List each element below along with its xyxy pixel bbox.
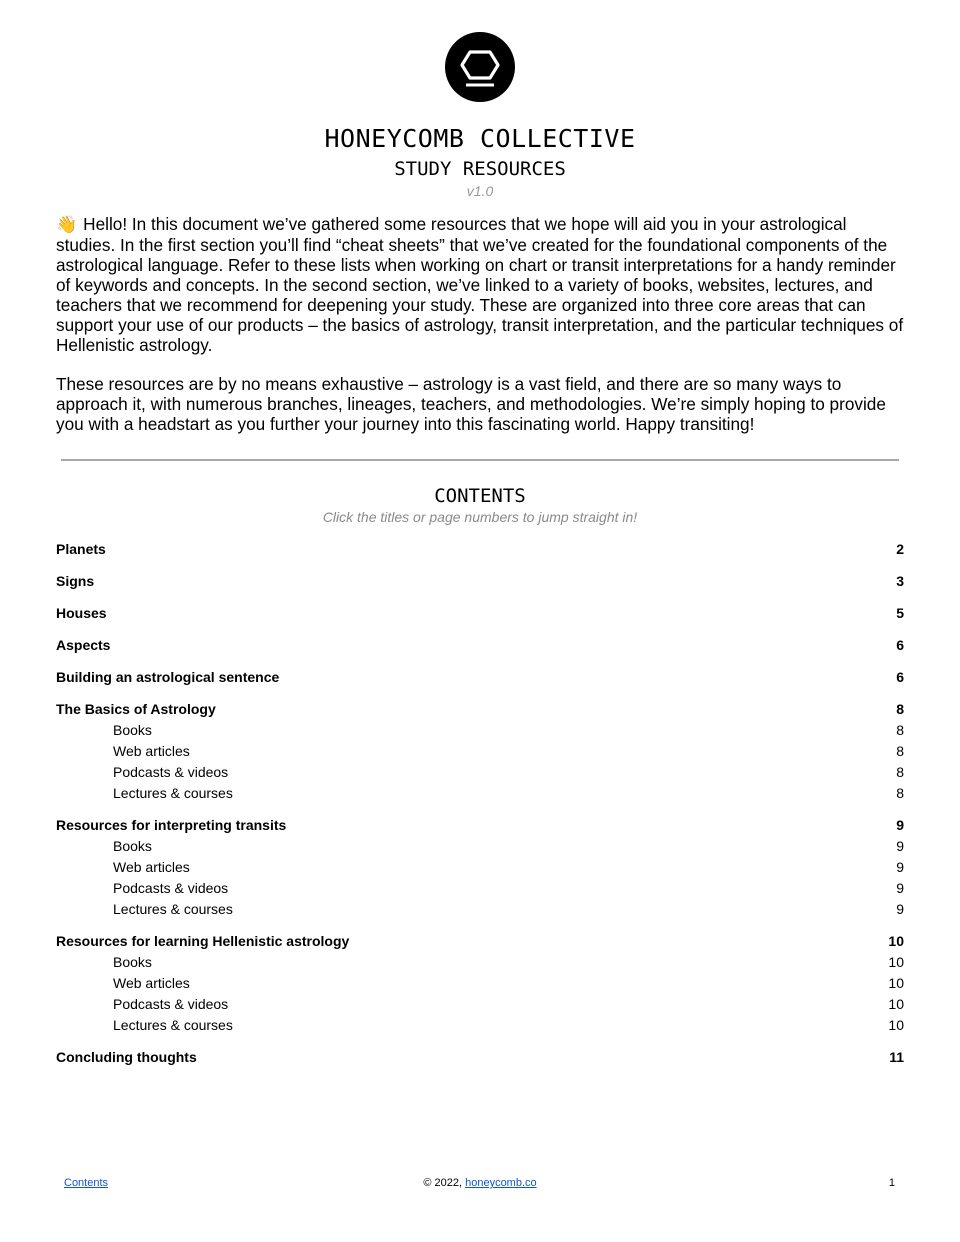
- toc-entry[interactable]: [56, 857, 904, 877]
- toc-entry-page[interactable]: 10: [888, 975, 904, 991]
- toc-entry[interactable]: [56, 699, 904, 719]
- toc-entry-title[interactable]: Resources for interpreting transits: [56, 817, 287, 833]
- version-label: v1.0: [466, 183, 494, 199]
- toc-entry[interactable]: [56, 1015, 904, 1035]
- toc-entry-page[interactable]: 8: [896, 743, 904, 759]
- toc-entry-title[interactable]: Books: [113, 954, 152, 970]
- toc-entry[interactable]: [56, 571, 904, 591]
- toc-entry-page[interactable]: 3: [896, 573, 904, 589]
- toc-entry-page[interactable]: 2: [896, 541, 904, 557]
- toc-entry-page[interactable]: 9: [896, 838, 904, 854]
- intro-section: [56, 214, 906, 434]
- document-title: HONEYCOMB COLLECTIVE: [324, 124, 636, 153]
- toc-entry-title[interactable]: Lectures & courses: [113, 901, 233, 917]
- toc-entry-page[interactable]: 8: [896, 701, 904, 717]
- toc-entry[interactable]: [56, 539, 904, 559]
- intro-paragraph-2: These resources are by no means exhaustive – astrology is a vast field, and there are so many ways to approach it, with numerous branches, lineages, teachers, and methodologies. We’re simply hoping to provide you with a headstart as you further your journey into this fascinating world. Happy transiting!: [56, 374, 886, 434]
- toc-entry-title[interactable]: Building an astrological sentence: [56, 669, 280, 685]
- toc-entry-title[interactable]: Books: [113, 722, 152, 738]
- toc-entry[interactable]: [56, 783, 904, 803]
- toc-entry-page[interactable]: 10: [888, 933, 904, 949]
- toc-entry-page[interactable]: 9: [896, 817, 904, 833]
- contents-hint: Click the titles or page numbers to jump straight in!: [322, 509, 638, 525]
- document-subtitle: STUDY RESOURCES: [394, 158, 566, 180]
- toc-entry[interactable]: [56, 815, 904, 835]
- logo: [445, 32, 515, 102]
- toc-entry[interactable]: [56, 635, 904, 655]
- toc-entry-title[interactable]: Web articles: [113, 859, 190, 875]
- toc-entry-title[interactable]: Signs: [56, 573, 95, 589]
- toc-entry-page[interactable]: 10: [888, 954, 904, 970]
- toc-entry-page[interactable]: 9: [896, 901, 904, 917]
- footer-copyright: [0, 1176, 960, 1190]
- toc-entry-page[interactable]: 6: [896, 637, 904, 653]
- toc-entry-title[interactable]: Planets: [56, 541, 106, 557]
- footer-contents-link[interactable]: Contents: [64, 1177, 109, 1189]
- copyright-text: © 2022,: [423, 1177, 466, 1189]
- toc-entry-title[interactable]: Resources for learning Hellenistic astrology: [56, 933, 350, 949]
- toc-entry-title[interactable]: Lectures & courses: [113, 1017, 233, 1033]
- footer-site-link[interactable]: honeycomb.co: [465, 1177, 537, 1189]
- toc-entry-title[interactable]: Books: [113, 838, 152, 854]
- toc-entry[interactable]: [56, 973, 904, 993]
- toc-entry[interactable]: [56, 1047, 904, 1067]
- toc-entry-page[interactable]: 5: [896, 605, 904, 621]
- toc-entry[interactable]: [56, 994, 904, 1014]
- toc-entry[interactable]: [56, 720, 904, 740]
- hexagon-logo-icon: [445, 32, 515, 102]
- section-divider: [61, 459, 899, 461]
- toc-entry[interactable]: [56, 931, 904, 951]
- footer-page-number: 1: [888, 1177, 895, 1189]
- toc-entry[interactable]: [56, 878, 904, 898]
- toc-entry[interactable]: [56, 762, 904, 782]
- toc-entry[interactable]: [56, 836, 904, 856]
- toc-entry-title[interactable]: Aspects: [56, 637, 111, 653]
- toc-entry-title[interactable]: The Basics of Astrology: [56, 701, 216, 717]
- toc-entry-title[interactable]: Lectures & courses: [113, 785, 233, 801]
- toc-entry-title[interactable]: Podcasts & videos: [113, 996, 229, 1012]
- toc-entry[interactable]: [56, 667, 904, 687]
- waving-hand-icon: 👋: [56, 215, 78, 234]
- intro-paragraph-1: [56, 214, 906, 355]
- toc-entry-title[interactable]: Web articles: [113, 743, 190, 759]
- toc-entry-title[interactable]: Houses: [56, 605, 107, 621]
- toc-entry-page[interactable]: 8: [896, 722, 904, 738]
- toc-entry-page[interactable]: 11: [889, 1049, 904, 1065]
- toc-entry-page[interactable]: 8: [896, 785, 904, 801]
- toc-entry[interactable]: [56, 603, 904, 623]
- toc-entry-title[interactable]: Podcasts & videos: [113, 764, 229, 780]
- toc-entry-page[interactable]: 8: [896, 764, 904, 780]
- toc-entry[interactable]: [56, 899, 904, 919]
- toc-entry[interactable]: [56, 952, 904, 972]
- toc-entry-title[interactable]: Concluding thoughts: [56, 1049, 197, 1065]
- toc-entry-page[interactable]: 10: [888, 996, 904, 1012]
- toc-entry-page[interactable]: 6: [896, 669, 904, 685]
- contents-heading: CONTENTS: [434, 485, 526, 507]
- toc-entry-title[interactable]: Podcasts & videos: [113, 880, 229, 896]
- toc-entry-title[interactable]: Web articles: [113, 975, 190, 991]
- toc-entry-page[interactable]: 9: [896, 880, 904, 896]
- toc-entry[interactable]: [56, 741, 904, 761]
- toc-entry-page[interactable]: 9: [896, 859, 904, 875]
- toc-entry-page[interactable]: 10: [888, 1017, 904, 1033]
- intro-paragraph-1-text: Hello! In this document we’ve gathered some resources that we hope will aid you in your astrological studies. In the first section you’ll find “cheat sheets” that we’ve created for the foundational components of the astrological language. Refer to these lists when working on chart or transit interpretations for a handy reminder of keywords and concepts. In the second section, we’ve linked to a variety of books, websites, lectures, and teachers that we recommend for deepening your study. These are organized into three core areas that can support your use of our products – the basics of astrology, transit interpretation, and the particular techniques of Hellenistic astrology.: [56, 214, 904, 355]
